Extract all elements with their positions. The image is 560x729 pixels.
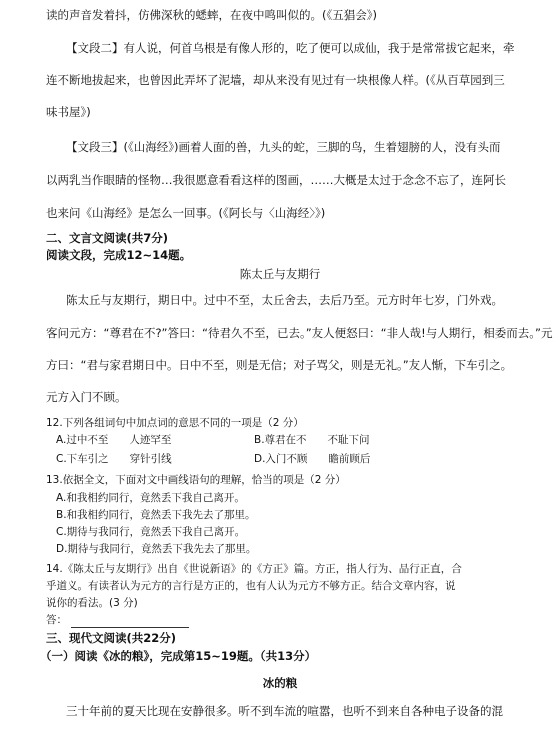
answer-label: 答： [46, 614, 67, 626]
text-line: 味书屋》) [46, 105, 91, 119]
passage-title: 冰的粮 [262, 676, 298, 690]
section-heading: 三、现代文阅读(共22分) [46, 631, 177, 645]
option-c: C.下车引之 穿针引线 [56, 453, 172, 465]
answer-blank [71, 615, 189, 628]
option-a: A.和我相约同行，竟然丢下我自己离开。 [56, 492, 245, 504]
text-line: 三十年前的夏天比现在安静很多。听不到车流的喧嚣，也听不到来自各种电子设备的混 [66, 704, 503, 718]
question-12-options-row1 [0, 432, 560, 448]
text-line: 【文段二】有人说，何首乌根是有像人形的，吃了便可以成仙，我于是常常拔它起来，牵 [66, 41, 515, 55]
passage-title: 陈太丘与友期行 [239, 267, 321, 281]
option-b: B.和我相约同行，竟然丢下我先去了那里。 [56, 509, 256, 521]
text-line: 【文段三】(《山海经》)画着人面的兽，九头的蛇，三脚的鸟，生着翅膀的人，没有头而 [66, 140, 501, 154]
option-d: D.入门不顾 瞻前顾后 [254, 453, 371, 465]
text-line: 读的声音发着抖，仿佛深秋的蟋蟀，在夜中鸣叫似的。(《五猖会》) [46, 8, 377, 22]
option-a: A.过中不至 人迹罕至 [56, 434, 172, 446]
text-line: 也来问《山海经》是怎么一回事。(《阿长与〈山海经〉》) [46, 206, 326, 220]
question-13: 13.依据全文，下面对文中画线语句的理解，恰当的项是（2 分） [46, 474, 346, 486]
text-line: 方曰：“君与家君期日中。日中不至，则是无信；对子骂父，则是无礼。”友人惭，下车引之。 [46, 358, 513, 372]
option-b: B.尊君在不 不耻下问 [254, 434, 370, 446]
answer-line [0, 612, 560, 628]
question-14-line: 乎道义。有读者认为元方的言行是方正的，也有人认为元方不够方正。结合文章内容，说 [46, 580, 456, 592]
text-line: 以两乳当作眼睛的怪物…我很愿意看看这样的图画，……大概是太过于念念不忘了，连阿长 [46, 173, 506, 187]
question-14: 14.《陈太丘与友期行》出自《世说新语》的《方正》篇。方正，指人行为、品行正直，合 [46, 563, 462, 575]
question-12: 12.下列各组词句中加点词的意思不同的一项是（2 分） [46, 417, 304, 429]
question-12-options-row2 [0, 451, 560, 467]
text-line: 连不断地拔起来，也曾因此弄坏了泥墙，却从来没有见过有一块根像人样。(《从百草园到三 [46, 73, 505, 87]
instruction: （一）阅读《冰的粮》，完成第15~19题。（共13分） [40, 649, 317, 663]
option-d: D.期待与我同行，竟然丢下我先去了那里。 [56, 543, 257, 555]
option-c: C.期待与我同行，竟然丢下我自己离开。 [56, 526, 246, 538]
text-line: 陈太丘与友期行，期日中。过中不至，太丘舍去，去后乃至。元方时年七岁，门外戏。 [66, 293, 503, 307]
instruction: 阅读文段，完成12~14题。 [46, 248, 192, 262]
text-line: 客问元方：“尊君在不?”答曰：“待君久不至，已去。”友人便怒曰：“非人哉!与人期行，相委而去。”元 [46, 326, 553, 340]
section-heading: 二、文言文阅读(共7分) [46, 231, 169, 245]
text-line: 元方入门不顾。 [46, 390, 127, 404]
question-14-line: 说你的看法。(3 分) [46, 597, 138, 609]
